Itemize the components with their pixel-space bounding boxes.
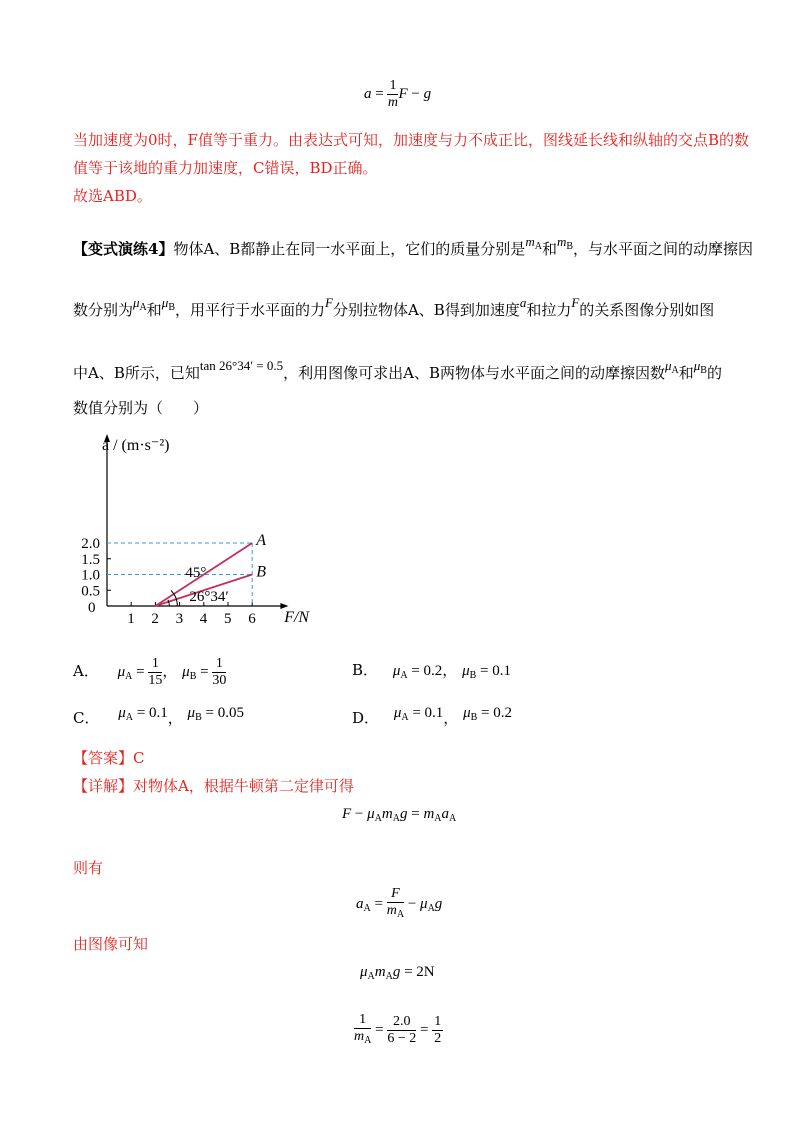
detail-line: 【详解】对物体A，根据牛顿第二定律可得: [73, 777, 354, 795]
option-b[interactable]: B． $\mu_A = 0.2$， $\mu_B = 0.1$: [352, 661, 512, 681]
y-axis-label: a / (m·s⁻²): [102, 437, 170, 454]
origin-label: 0: [88, 600, 96, 616]
equation-top: a = $\frac{1}{m}$ F − g: [364, 78, 432, 110]
y-tick-label: 2.0: [81, 536, 100, 552]
equation-4: $\frac{1}{m_A}$ = $\frac{2.0}{6 - 2}$ = $\frac{1}{2}$: [354, 1012, 442, 1046]
answer: 【答案】C: [73, 749, 145, 767]
question-line-2: 数分别为$\mu_A$和$\mu_B$，用平行于水平面的力F分别拉物体A、B得到加速度a和拉力F的关系图像分别如图: [73, 295, 715, 319]
x-tick-label: 5: [224, 611, 232, 627]
equation-2: $a_A$ = $\frac{F}{m_A}$ − $\mu_Ag$: [356, 886, 443, 920]
x-tick-label: 4: [199, 611, 208, 627]
then-text: 则有: [73, 859, 104, 877]
equation-3: $\mu_Am_Ag = 2N$: [360, 964, 435, 982]
x-tick-label: 6: [248, 611, 256, 627]
option-c[interactable]: C． $\mu_A = 0.1$， $\mu_B = 0.05$: [73, 705, 244, 727]
question-line-3: 中A、B所示，已知tan 26°34′ = 0.5，利用图像可求出A、B两物体与水平面之间的动摩擦因数$\mu_A$和$\mu_B$的: [73, 358, 722, 382]
series-label-b: B: [256, 563, 266, 581]
explanation-line-1: 当加速度为0时，F值等于重力。由表达式可知，加速度与力不成正比，图线延长线和纵轴的交点B的数: [73, 131, 749, 149]
from-graph-text: 由图像可知: [73, 935, 149, 953]
equation-1: $F - \mu_Am_Ag = m_Aa_A$: [342, 806, 457, 824]
question-tag: 【变式演练4】: [73, 240, 174, 258]
option-a[interactable]: A． $\mu_A$ = $\frac{1}{15}$ ， $\mu_B$ = $\frac{1}{30}$: [73, 656, 227, 688]
x-axis-label: F/N: [284, 609, 310, 626]
x-tick-label: 1: [127, 611, 135, 627]
y-tick-label: 1.5: [81, 551, 100, 568]
question-line-1: 【变式演练4】物体A、B都静止在同一水平面上，它们的质量分别是$m_A$和$m_B$，与水平面之间的动摩擦因: [73, 234, 754, 258]
y-tick-label: 1.0: [81, 567, 100, 584]
angle-label-45: 45°: [185, 565, 207, 581]
detail-tag: 【详解】: [73, 777, 134, 795]
series-label-a: A: [256, 532, 266, 549]
x-tick-label: 2: [151, 611, 159, 627]
acceleration-force-chart: [80, 428, 320, 633]
option-d[interactable]: D． $\mu_A = 0.1$， $\mu_B = 0.2$: [352, 705, 513, 727]
explanation-line-3: 故选ABD。: [73, 187, 152, 205]
x-tick-label: 3: [175, 611, 184, 627]
question-line-4: 数值分别为（ ）: [73, 399, 209, 417]
explanation-line-2: 值等于该地的重力加速度，C错误，BD正确。: [73, 159, 378, 177]
angle-label-26: 26°34′: [189, 589, 229, 605]
y-tick-label: 0.5: [81, 583, 100, 600]
